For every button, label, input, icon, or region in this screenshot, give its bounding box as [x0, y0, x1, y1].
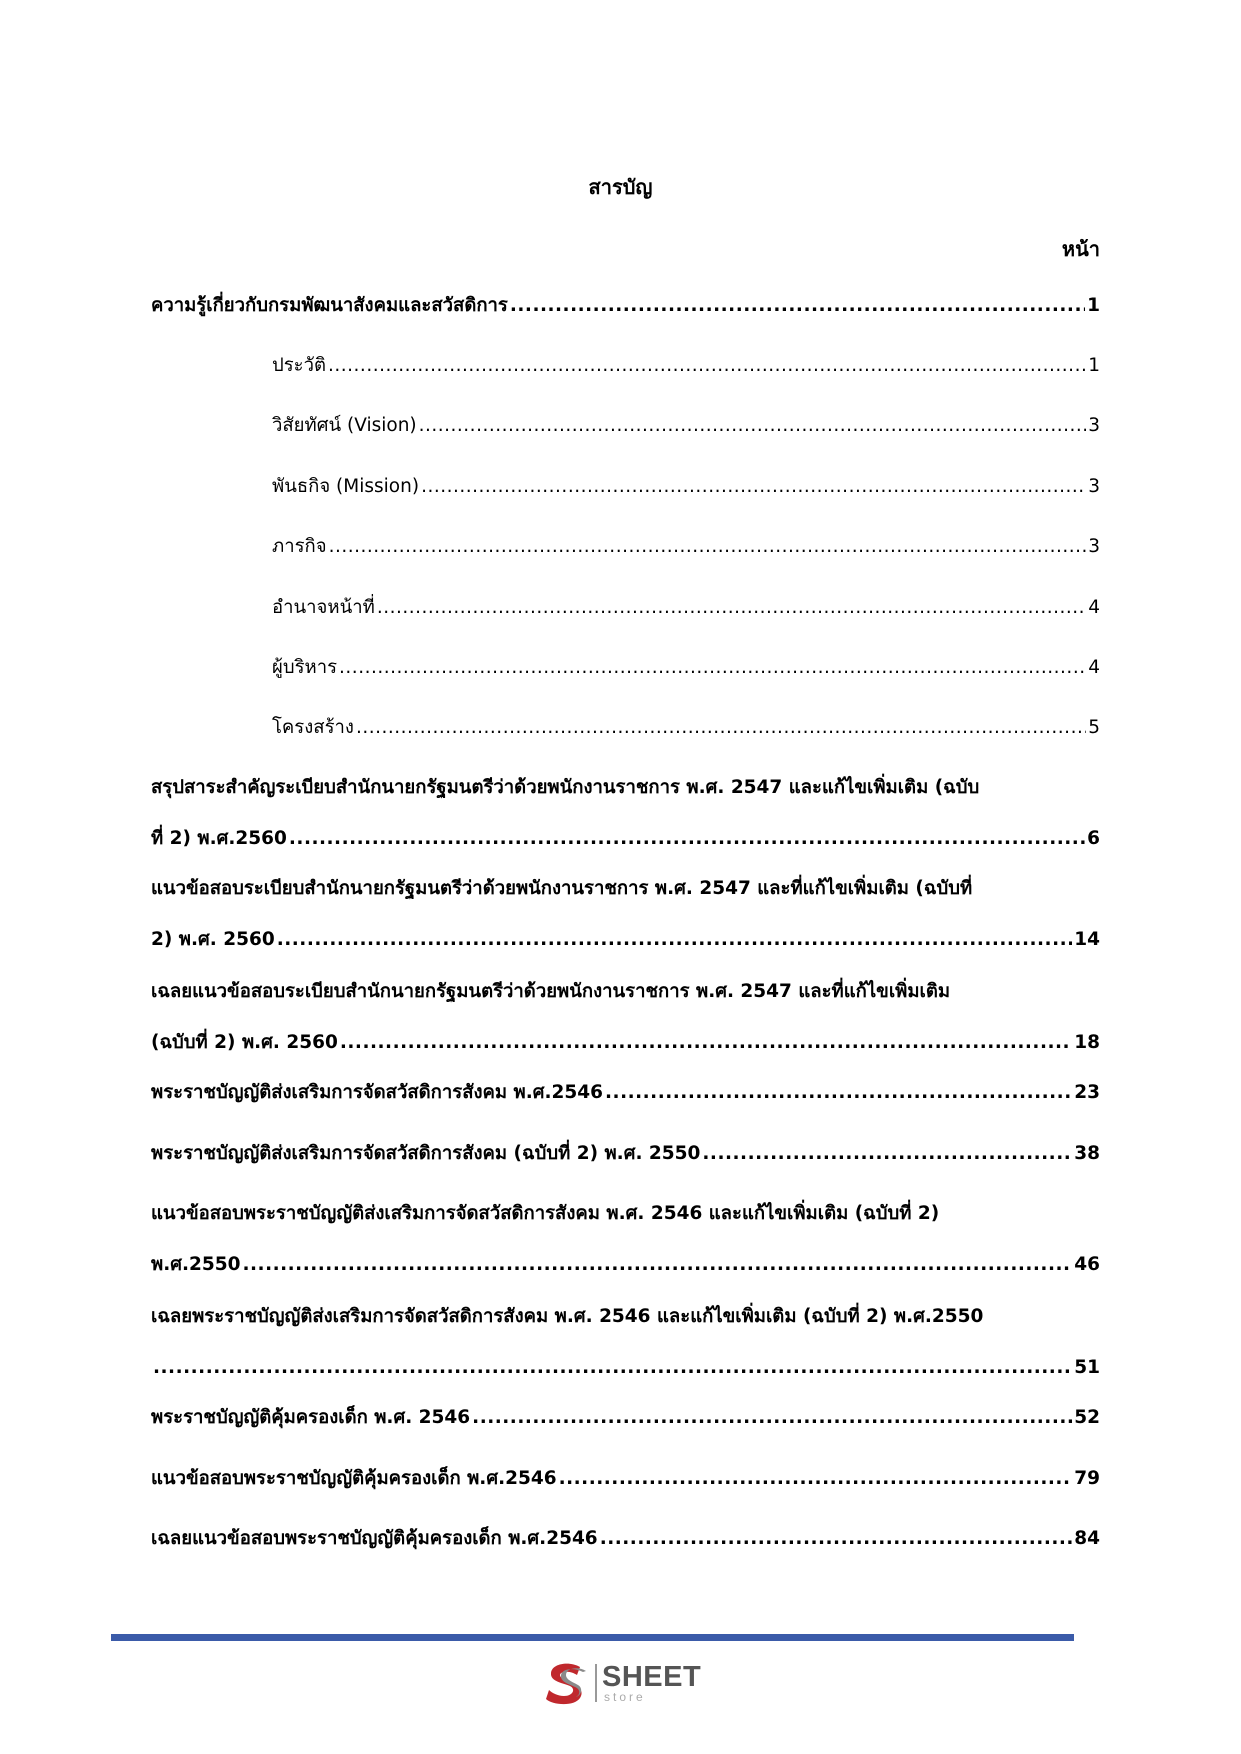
toc-entry-page: 38 — [1074, 1143, 1100, 1164]
toc-entry[interactable] — [151, 1524, 1100, 1554]
toc-subentry[interactable] — [272, 713, 1100, 743]
toc-entry-text-cont: 2) พ.ศ. 2560 — [151, 929, 275, 950]
toc-entry-text: เฉลยแนวข้อสอบพระราชบัญญัติคุ้มครองเด็ก พ.ศ.2546 — [151, 1528, 598, 1549]
toc-leader — [340, 1028, 1072, 1058]
toc-entry-text: พระราชบัญญัติคุ้มครองเด็ก พ.ศ. 2546 — [151, 1407, 471, 1428]
toc-entry-text: พันธกิจ (Mission) — [272, 476, 420, 497]
toc-entry-text-cont: ที่ 2) พ.ศ.2560 — [151, 828, 287, 849]
toc-entry[interactable] — [151, 1302, 1100, 1383]
toc-entry-page: 18 — [1074, 1032, 1100, 1053]
sheet-store-logo — [540, 1658, 710, 1710]
toc-leader — [702, 1139, 1072, 1169]
toc-entry[interactable] — [151, 1139, 1100, 1169]
toc-entry[interactable] — [151, 1199, 1100, 1280]
toc-entry-page: 4 — [1088, 657, 1100, 678]
toc-entry-page: 5 — [1088, 717, 1100, 738]
toc-leader — [339, 653, 1086, 683]
toc-entry-page: 52 — [1074, 1407, 1100, 1428]
toc-title: สารบัญ — [588, 175, 653, 199]
toc-leader — [600, 1524, 1073, 1554]
toc-entry-page: 3 — [1088, 536, 1100, 557]
toc-subentry[interactable] — [272, 593, 1100, 623]
footer-rule — [111, 1634, 1074, 1641]
toc-entry-page: 3 — [1088, 415, 1100, 436]
toc-entry[interactable] — [151, 977, 1100, 1058]
toc-entry-page: 23 — [1074, 1082, 1100, 1103]
logo-wordmark: SHEET — [602, 1661, 702, 1693]
toc-entry-page: 84 — [1074, 1528, 1100, 1549]
toc-entry-text: เฉลยแนวข้อสอบระเบียบสำนักนายกรัฐมนตรีว่าด้วยพนักงานราชการ พ.ศ. 2547 และที่แก้ไขเพิ่มเติม — [151, 981, 951, 1002]
toc-leader — [559, 1464, 1073, 1494]
toc-entry-text: โครงสร้าง — [272, 717, 354, 738]
page-column-header: หน้า — [1061, 237, 1100, 261]
toc-subentry[interactable] — [272, 411, 1100, 441]
toc-entry-text: ความรู้เกี่ยวกับกรมพัฒนาสังคมและสวัสดิการ — [151, 295, 508, 316]
toc-subentry[interactable] — [272, 351, 1100, 381]
logo-separator — [595, 1664, 597, 1702]
toc-entry-text: ประวัติ — [272, 355, 327, 376]
toc-entry-text-cont: (ฉบับที่ 2) พ.ศ. 2560 — [151, 1032, 338, 1053]
toc-entry-page: 46 — [1074, 1254, 1100, 1275]
toc-leader — [605, 1078, 1072, 1108]
logo-s-mark-icon — [540, 1658, 592, 1710]
toc-subentry[interactable] — [272, 532, 1100, 562]
toc-entry-text: ผู้บริหาร — [272, 657, 338, 678]
toc-leader — [472, 1403, 1072, 1433]
toc-leader — [356, 713, 1086, 743]
toc-leader — [421, 472, 1086, 502]
toc-entry-text: แนวข้อสอบพระราชบัญญัติส่งเสริมการจัดสวัสดิการสังคม พ.ศ. 2546 และแก้ไขเพิ่มเติม (ฉบับที่ 2) — [151, 1203, 940, 1224]
toc-entry[interactable] — [151, 874, 1100, 955]
toc-leader — [289, 824, 1085, 854]
toc-entry-page: 6 — [1087, 828, 1100, 849]
toc-entry-text: ภารกิจ — [272, 536, 327, 557]
toc-entry[interactable] — [151, 1464, 1100, 1494]
toc-entry-text-cont: พ.ศ.2550 — [151, 1254, 241, 1275]
toc-entry-text: เฉลยพระราชบัญญัติส่งเสริมการจัดสวัสดิการสังคม พ.ศ. 2546 และแก้ไขเพิ่มเติม (ฉบับที่ 2) พ.ศ.2550 — [151, 1306, 984, 1327]
toc-entry-text: วิสัยทัศน์ (Vision) — [272, 415, 417, 436]
toc-entry[interactable] — [151, 291, 1100, 321]
toc-entry-page: 4 — [1088, 597, 1100, 618]
toc-entry-page: 1 — [1088, 355, 1100, 376]
toc-entry-page: 14 — [1074, 929, 1100, 950]
logo-subtext: store — [604, 1690, 646, 1704]
toc-entry[interactable] — [151, 1403, 1100, 1433]
toc-leader — [242, 1250, 1072, 1280]
toc-leader — [329, 532, 1087, 562]
toc-subentry[interactable] — [272, 653, 1100, 683]
toc-entry-text: พระราชบัญญัติส่งเสริมการจัดสวัสดิการสังคม พ.ศ.2546 — [151, 1082, 604, 1103]
toc-leader — [510, 291, 1085, 321]
toc-entry-page: 3 — [1088, 476, 1100, 497]
toc-entry-text: สรุปสาระสำคัญระเบียบสำนักนายกรัฐมนตรีว่าด้วยพนักงานราชการ พ.ศ. 2547 และแก้ไขเพิ่มเติม (ฉบับ — [151, 777, 980, 798]
toc-entry[interactable] — [151, 773, 1100, 854]
toc-leader — [377, 593, 1086, 623]
toc-leader — [153, 1353, 1072, 1383]
toc-subentry[interactable] — [272, 472, 1100, 502]
toc-entry-text: แนวข้อสอบระเบียบสำนักนายกรัฐมนตรีว่าด้วยพนักงานราชการ พ.ศ. 2547 และที่แก้ไขเพิ่มเติม (ฉบับที่ — [151, 878, 973, 899]
toc-leader — [419, 411, 1087, 441]
toc-entry-page: 51 — [1074, 1357, 1100, 1378]
toc-leader — [277, 925, 1073, 955]
toc-entry-text: แนวข้อสอบพระราชบัญญัติคุ้มครองเด็ก พ.ศ.2546 — [151, 1468, 557, 1489]
toc-entry-page: 1 — [1087, 295, 1100, 316]
toc-entry-text: พระราชบัญญัติส่งเสริมการจัดสวัสดิการสังคม (ฉบับที่ 2) พ.ศ. 2550 — [151, 1143, 701, 1164]
toc-entry-page: 79 — [1074, 1468, 1100, 1489]
toc-entry-text: อำนาจหน้าที่ — [272, 597, 375, 618]
toc-entry[interactable] — [151, 1078, 1100, 1108]
toc-leader — [328, 351, 1086, 381]
